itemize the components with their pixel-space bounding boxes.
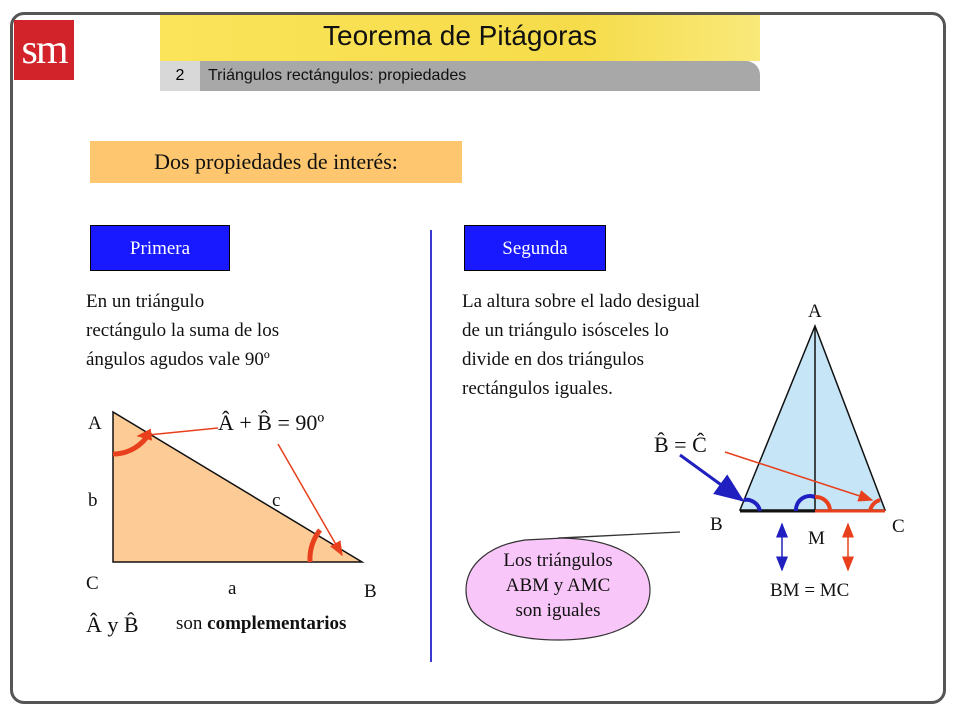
second-text-line: La altura sobre el lado desigual [462,291,700,312]
arrow-to-b-angle [680,455,742,500]
first-text-line: ángulos agudos vale 90º [86,349,270,370]
side-a-label: a [228,578,237,599]
midpoint-m-label: M [808,528,825,549]
vertex-c-label: C [86,573,99,594]
first-text-line: En un triángulo [86,291,205,312]
page-title: Teorema de Pitágoras [323,20,597,51]
primera-button[interactable]: Primera [90,225,230,271]
angle-equality-formula: B̂ = Ĉ [654,432,707,457]
side-c-label: c [272,490,281,511]
complementary-text [176,613,346,635]
sm-logo: sm [14,20,74,80]
second-text-line: de un triángulo isósceles lo [462,320,669,341]
section-number: 2 [160,61,200,91]
heading: Dos propiedades de interés: [154,149,398,174]
iso-vertex-a-label: A [808,301,822,322]
complementary-symbols: Â y B̂ [86,612,139,637]
bubble-line: Los triángulos [503,550,613,571]
isosceles-triangle [740,326,885,510]
bubble-line: son iguales [515,600,601,621]
side-b-label: b [88,490,98,511]
second-text-line: divide en dos triángulos [462,349,645,370]
first-text-line: rectángulo la suma de los [86,320,280,341]
section-title: Triángulos rectángulos: propiedades [208,67,467,84]
vertex-b-label: B [364,581,377,602]
vertex-a-label: A [88,413,102,434]
iso-vertex-b-label: B [710,514,723,535]
bubble-line: ABM y AMC [505,575,611,596]
iso-vertex-c-label: C [892,516,905,537]
sum-formula: Â + B̂ = 90º [218,410,325,435]
bm-equals-mc: BM = MC [770,580,850,601]
second-text-line: rectángulos iguales. [462,378,613,399]
complementary-prefix: son [176,613,203,634]
segunda-button[interactable]: Segunda [464,225,606,271]
complementary-bold: complementarios [207,613,347,634]
bubble-text [470,548,646,623]
